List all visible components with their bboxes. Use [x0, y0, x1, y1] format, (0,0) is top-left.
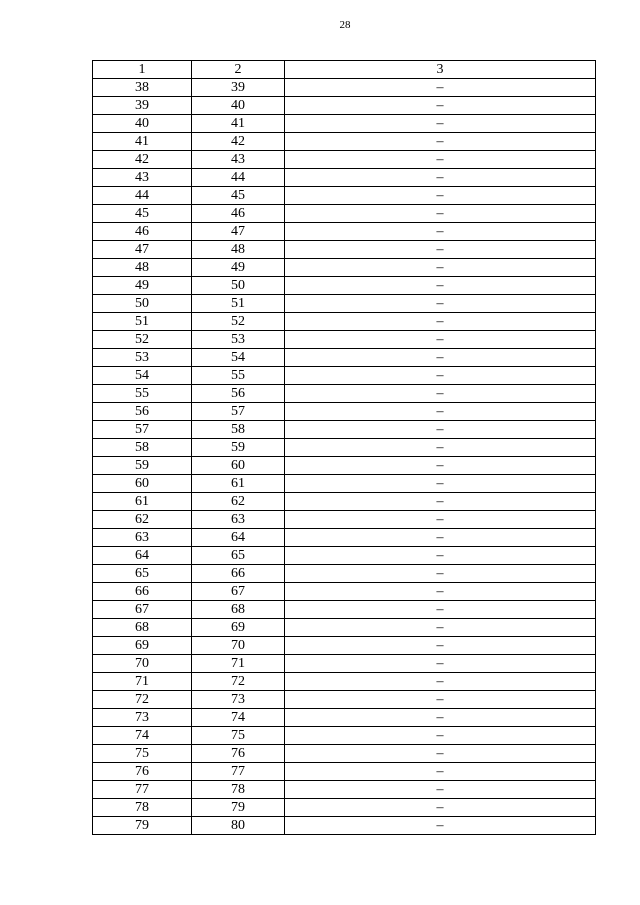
table-cell-col2: 43 [192, 151, 285, 169]
table-cell-col1: 73 [93, 709, 192, 727]
table-cell-col1: 65 [93, 565, 192, 583]
table-cell-col2: 68 [192, 601, 285, 619]
table-row [93, 241, 596, 259]
table-row [93, 673, 596, 691]
table-cell-col1: 75 [93, 745, 192, 763]
table-cell-col1: 69 [93, 637, 192, 655]
table-row [93, 79, 596, 97]
table-cell-col2: 53 [192, 331, 285, 349]
column-header-3: 3 [285, 61, 596, 79]
table-cell-col3: – [285, 331, 596, 349]
table-cell-col1: 66 [93, 583, 192, 601]
table-cell-col1: 68 [93, 619, 192, 637]
table-cell-col1: 38 [93, 79, 192, 97]
table-row [93, 565, 596, 583]
table-cell-col3: – [285, 259, 596, 277]
table-row [93, 295, 596, 313]
table-row [93, 277, 596, 295]
table-row [93, 367, 596, 385]
table-row [93, 187, 596, 205]
table-cell-col1: 52 [93, 331, 192, 349]
table-row [93, 457, 596, 475]
table-cell-col3: – [285, 709, 596, 727]
table-cell-col1: 76 [93, 763, 192, 781]
table-cell-col3: – [285, 565, 596, 583]
table-cell-col2: 80 [192, 817, 285, 835]
table-cell-col3: – [285, 457, 596, 475]
table-cell-col2: 40 [192, 97, 285, 115]
table-row [93, 421, 596, 439]
table-cell-col2: 42 [192, 133, 285, 151]
column-header-1: 1 [93, 61, 192, 79]
table-cell-col1: 44 [93, 187, 192, 205]
table-row [93, 133, 596, 151]
table-cell-col2: 44 [192, 169, 285, 187]
table-cell-col2: 45 [192, 187, 285, 205]
table-cell-col3: – [285, 313, 596, 331]
table-cell-col2: 60 [192, 457, 285, 475]
table-row [93, 349, 596, 367]
table-row [93, 547, 596, 565]
table-cell-col3: – [285, 187, 596, 205]
table-cell-col3: – [285, 367, 596, 385]
table-cell-col1: 48 [93, 259, 192, 277]
page-number: 28 [339, 19, 351, 31]
table-cell-col2: 65 [192, 547, 285, 565]
table-cell-col3: – [285, 241, 596, 259]
table-cell-col3: – [285, 439, 596, 457]
table-row [93, 385, 596, 403]
table-row [93, 817, 596, 835]
column-header-2: 2 [192, 61, 285, 79]
table-cell-col2: 77 [192, 763, 285, 781]
table-cell-col2: 72 [192, 673, 285, 691]
table-cell-col3: – [285, 223, 596, 241]
table-cell-col1: 70 [93, 655, 192, 673]
table-cell-col1: 56 [93, 403, 192, 421]
table-cell-col3: – [285, 169, 596, 187]
table-cell-col3: – [285, 133, 596, 151]
table-cell-col3: – [285, 637, 596, 655]
table-cell-col3: – [285, 403, 596, 421]
table-cell-col1: 63 [93, 529, 192, 547]
table-cell-col3: – [285, 655, 596, 673]
table-cell-col3: – [285, 619, 596, 637]
table-cell-col2: 63 [192, 511, 285, 529]
table-row [93, 313, 596, 331]
table-cell-col2: 79 [192, 799, 285, 817]
table-cell-col3: – [285, 799, 596, 817]
table-cell-col1: 79 [93, 817, 192, 835]
table-cell-col2: 71 [192, 655, 285, 673]
table-row [93, 97, 596, 115]
table-cell-col2: 54 [192, 349, 285, 367]
table-cell-col3: – [285, 511, 596, 529]
table-cell-col3: – [285, 277, 596, 295]
table-cell-col1: 51 [93, 313, 192, 331]
table-cell-col3: – [285, 205, 596, 223]
table-cell-col1: 78 [93, 799, 192, 817]
table-cell-col1: 57 [93, 421, 192, 439]
table-row [93, 619, 596, 637]
table-cell-col2: 48 [192, 241, 285, 259]
table-cell-col3: – [285, 727, 596, 745]
table-cell-col3: – [285, 97, 596, 115]
table-cell-col1: 40 [93, 115, 192, 133]
table-row [93, 529, 596, 547]
table-cell-col2: 61 [192, 475, 285, 493]
table-row [93, 475, 596, 493]
table-cell-col2: 76 [192, 745, 285, 763]
table-row [93, 115, 596, 133]
table-cell-col1: 53 [93, 349, 192, 367]
table-cell-col3: – [285, 547, 596, 565]
table-cell-col1: 74 [93, 727, 192, 745]
table-cell-col3: – [285, 493, 596, 511]
table-cell-col2: 57 [192, 403, 285, 421]
table-cell-col3: – [285, 745, 596, 763]
table-cell-col2: 64 [192, 529, 285, 547]
table-cell-col2: 74 [192, 709, 285, 727]
table-cell-col2: 47 [192, 223, 285, 241]
table-cell-col3: – [285, 673, 596, 691]
table-row [93, 439, 596, 457]
table-cell-col2: 41 [192, 115, 285, 133]
table-row [93, 169, 596, 187]
table-cell-col1: 41 [93, 133, 192, 151]
table-cell-col3: – [285, 475, 596, 493]
table-row [93, 403, 596, 421]
table-cell-col2: 51 [192, 295, 285, 313]
table-cell-col3: – [285, 151, 596, 169]
table-row [93, 727, 596, 745]
table-cell-col2: 73 [192, 691, 285, 709]
table-cell-col1: 39 [93, 97, 192, 115]
table-cell-col3: – [285, 529, 596, 547]
table-cell-col2: 69 [192, 619, 285, 637]
table-row [93, 511, 596, 529]
table-row [93, 151, 596, 169]
table-cell-col1: 71 [93, 673, 192, 691]
table-cell-col2: 50 [192, 277, 285, 295]
table-cell-col2: 39 [192, 79, 285, 97]
table-row [93, 583, 596, 601]
table-row [93, 205, 596, 223]
table-cell-col1: 60 [93, 475, 192, 493]
table-cell-col3: – [285, 817, 596, 835]
table-cell-col2: 66 [192, 565, 285, 583]
table-cell-col2: 67 [192, 583, 285, 601]
table-cell-col3: – [285, 385, 596, 403]
table-cell-col2: 70 [192, 637, 285, 655]
table-cell-col1: 49 [93, 277, 192, 295]
table-cell-col1: 42 [93, 151, 192, 169]
table-cell-col2: 49 [192, 259, 285, 277]
table-row [93, 781, 596, 799]
table-cell-col2: 75 [192, 727, 285, 745]
table-cell-col3: – [285, 583, 596, 601]
table-cell-col1: 67 [93, 601, 192, 619]
table-row [93, 691, 596, 709]
table-row [93, 745, 596, 763]
table-cell-col2: 52 [192, 313, 285, 331]
table-cell-col2: 46 [192, 205, 285, 223]
table-row [93, 637, 596, 655]
table-row [93, 223, 596, 241]
table-cell-col2: 62 [192, 493, 285, 511]
table-cell-col1: 54 [93, 367, 192, 385]
table-cell-col2: 78 [192, 781, 285, 799]
table-cell-col3: – [285, 763, 596, 781]
data-table [92, 60, 596, 835]
table-cell-col1: 72 [93, 691, 192, 709]
table-body [93, 79, 596, 835]
table-cell-col1: 77 [93, 781, 192, 799]
table-row [93, 493, 596, 511]
table-cell-col1: 50 [93, 295, 192, 313]
table-cell-col3: – [285, 349, 596, 367]
table-cell-col3: – [285, 115, 596, 133]
table-cell-col1: 55 [93, 385, 192, 403]
table-cell-col3: – [285, 295, 596, 313]
table-cell-col3: – [285, 79, 596, 97]
table-cell-col1: 58 [93, 439, 192, 457]
table-cell-col3: – [285, 691, 596, 709]
table-cell-col1: 61 [93, 493, 192, 511]
table-header-row [93, 61, 596, 79]
table-row [93, 601, 596, 619]
table-row [93, 799, 596, 817]
table-cell-col1: 45 [93, 205, 192, 223]
table-cell-col1: 43 [93, 169, 192, 187]
table-row [93, 331, 596, 349]
table-cell-col1: 47 [93, 241, 192, 259]
table-cell-col3: – [285, 601, 596, 619]
table-row [93, 709, 596, 727]
table-cell-col3: – [285, 421, 596, 439]
table-cell-col2: 59 [192, 439, 285, 457]
table-cell-col1: 59 [93, 457, 192, 475]
table-cell-col1: 62 [93, 511, 192, 529]
table-cell-col1: 64 [93, 547, 192, 565]
table-cell-col2: 58 [192, 421, 285, 439]
table-cell-col1: 46 [93, 223, 192, 241]
table-cell-col2: 56 [192, 385, 285, 403]
table-cell-col3: – [285, 781, 596, 799]
table-row [93, 763, 596, 781]
table-row [93, 259, 596, 277]
table-row [93, 655, 596, 673]
table-cell-col2: 55 [192, 367, 285, 385]
